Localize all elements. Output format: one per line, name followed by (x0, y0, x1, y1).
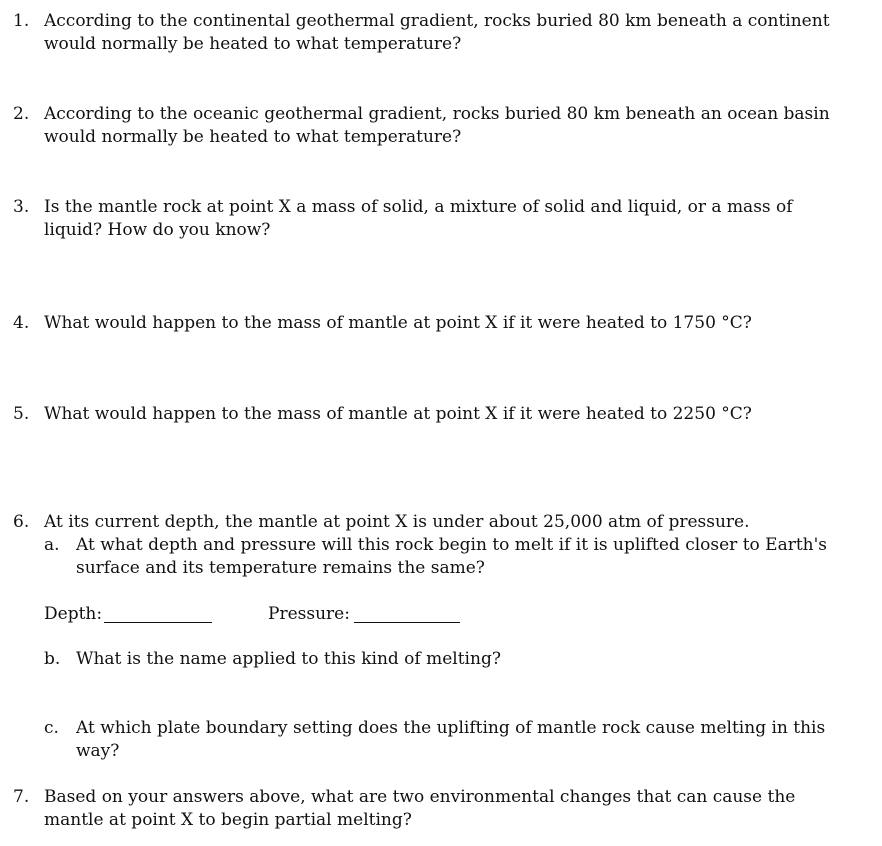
part-text: At which plate boundary setting does the uplifting of mantle rock cause melting in this way? (76, 718, 826, 761)
question-text: What would happen to the mass of mantle at point X if it were heated to 2250 °C? (44, 404, 752, 424)
question-number: 6. (13, 512, 30, 532)
question-number: 2. (13, 104, 30, 124)
question-text: Is the mantle rock at point X a mass of solid, a mixture of solid and liquid, or a mass of liquid? How do you know? (44, 197, 793, 240)
part-text: What is the name applied to this kind of melting? (76, 649, 501, 669)
part-letter: c. (44, 718, 59, 738)
question-number: 7. (13, 787, 30, 807)
part-letter: a. (44, 535, 60, 555)
question-text: According to the oceanic geothermal gradient, rocks buried 80 km beneath an ocean basin would normally be heated to what temperature? (44, 104, 830, 147)
part-letter: b. (44, 649, 61, 669)
question-text: At its current depth, the mantle at point X is under about 25,000 atm of pressure. (44, 512, 750, 532)
pressure-blank[interactable] (354, 622, 460, 623)
question-number: 5. (13, 404, 30, 424)
depth-label: Depth: (44, 604, 103, 624)
question-text: What would happen to the mass of mantle at point X if it were heated to 1750 °C? (44, 313, 752, 333)
question-number: 3. (13, 197, 30, 217)
question-number: 1. (13, 11, 30, 31)
question-text: According to the continental geothermal gradient, rocks buried 80 km beneath a continent would normally be heated to what temperature? (44, 11, 830, 54)
depth-blank[interactable] (104, 622, 212, 623)
part-text: At what depth and pressure will this rock begin to melt if it is uplifted closer to Earth's surface and its temperature remains the same? (76, 535, 828, 578)
question-number: 4. (13, 313, 30, 333)
question-text: Based on your answers above, what are two environmental changes that can cause the mantle at point X to begin partial melting? (44, 787, 796, 830)
answer-fields-row (44, 603, 544, 627)
pressure-label: Pressure: (268, 604, 350, 624)
